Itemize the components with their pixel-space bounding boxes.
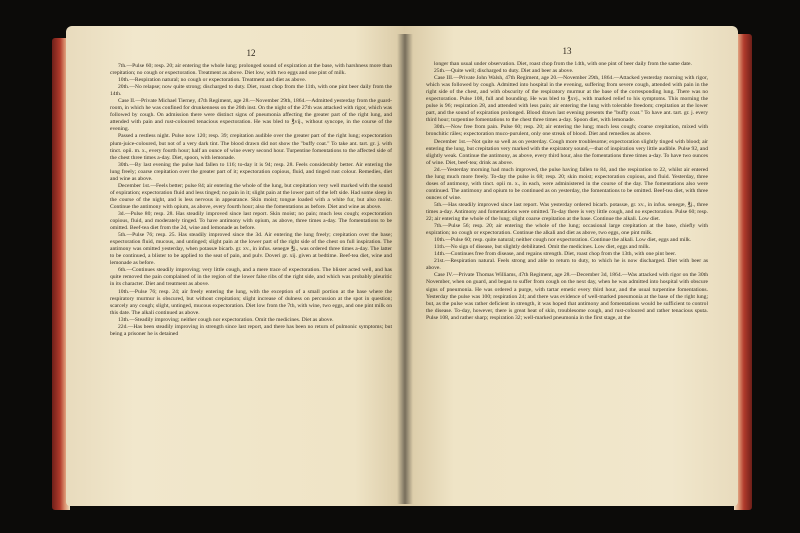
paragraph: 5th.—Has steadily improved since last report. Was yesterday ordered bicarb. potassæ, gr. xv., in infus. senegæ, ℥j., three times a-day. Antimony and fomentations were omitted. To-day there is very little cough, and no expectoration. Pulse 60; resp. 22; air entering the whole of the lung; slight coarse crepitation at the base. Continue the alkali. Low diet. — [426, 201, 708, 223]
paragraph: 5th.—Pulse 76; resp. 25. Has steadily improved since the 3d. Air entering the lung freely; crepitation over the base; expectoration fluid, mucous, and untinged; slight pain at the lower part of the right side of the chest on full inspiration. The antimony was omitted yesterday, when potassæ bicarb. gr. xv., in infus. senegæ ℥j., was ordered three times a-day. The latter to be continued, a blister to be applied to the seat of pain, and pulv. Doveri gr. xij. given at bedtime. Beef-tea diet, wine and lemonade as before. — [110, 232, 392, 267]
paragraph: Case II.—Private Michael Tierney, 47th Regiment, age 28.—November 29th, 1864.—Admitted yesterday from the guard-room, in which he was confined for drunkenness on the 26th inst. On the night of the 27th was attacked with rigor, which was followed by cough. On admission there were distinct signs of pneumonia affecting the greater part of the right lung, and attended with pain and rust-coloured tenacious expectoration. He was bled to ℥vij., without syncope, in the course of the evening. — [110, 98, 392, 133]
paragraph: 20th.—No relapse; now quite strong; discharged to duty. Diet, roast chop from the 11th, with one pint beer daily from the 14th. — [110, 84, 392, 98]
paragraph: Passed a restless night. Pulse now 120; resp. 39; crepitation audible over the greater part of the right lung; expectoration plum-juice-coloured, but not of a very dark tint. The blood drawn did not show the "buffy coat." To take ant. tart. gr. j. with tinct. opii. m. x., every fourth hour; half an ounce of wine every second hour. Turpentine fomentations to the affected side of the chest three times a-day. Diet, spoon, with lemonade. — [110, 133, 392, 161]
paragraph: 7th.—Pulse 60; resp. 20; air entering the whole lung; prolonged sound of expiration at the base, with harshness more than crepitation; no cough or expectoration. Treatment as above. Diet low, with two eggs and one pint of milk. — [110, 63, 392, 77]
paragraph: 14th.—Continues free from disease, and regains strength. Diet, roast chop from the 13th, with one pint beer. — [434, 251, 677, 258]
paragraph: 25th.—Quite well; discharged to duty. Diet and beer as above. — [434, 68, 574, 75]
paragraph: 30th.—By last evening the pulse had fallen to 116; to-day it is 94; resp. 28. Feels considerably better. Air entering the lung freely; coarse crepitation over the greater part of it; expectoration copious, fluid, and tinged rust colour. Remedies, diet and wine as above. — [110, 161, 392, 182]
book-spine — [397, 34, 413, 504]
paragraph: 21st.—Respiration natural. Feels strong and able to return to duty, to which he is now discharged. Diet with beer as above. — [426, 258, 708, 272]
paragraph: Case IV.—Private Thomas Williams, 47th Regiment, age 28.—December 3d, 1864.—Was attacked with rigor on the 30th November, when on guard, and began to suffer from cough on the next day, when he was admitted into hospital with obscure signs of pneumonia. He was ordered a purge, with tartar emetic every third hour, and the usual turpentine fomentations. Yesterday the pulse was 100; respiration 24; and there was evidence of well-marked pneumonia at the base of the right lung; but, as the pulse was rather deficient in strength, it was hoped that antimony and fomentations would be sufficient to control the disease. To-day, however, there is great heat of skin, troublesome cough, and rust-coloured and rather tenacious sputa. Pulse 108, and rather sharp; respiration 32; well-marked pneumonia in the first stage, at the — [426, 272, 708, 321]
paragraph: December 1st.—Not quite so well as on yesterday. Cough more troublesome; expectoration slightly tinged with blood; air entering the lung, but crepitation very marked with the expiratory sound,—that of inspiration very little audible. Pulse 92, and slightly weak. Continue the antimony, as above, every third hour, also the fomentations three times a-day. To have two ounces of wine. Diet, beef-tea; drink as above. — [426, 138, 708, 166]
paragraph: 30th.—Now free from pain. Pulse 60; resp. 20; air entering the lung; much less cough; coarse crepitation, mixed with bronchitic râles; expectoration muco-purulent, only one streak of blood. Diet and remedies as above. — [426, 124, 708, 138]
paragraph: 10th.—Respiration natural; no cough or expectoration. Treatment and diet as above. — [118, 77, 307, 84]
open-book — [52, 20, 752, 518]
page-number: 13 — [562, 46, 572, 56]
paragraph: 6th.—Continues steadily improving; very little cough, and a mere trace of expectoration. The blister acted well, and has quite removed the pain complained of in the region of the lower false ribs of the right side, and which was probably pleuritic in its character. Diet and treatment as above. — [110, 267, 392, 288]
paragraph: 22d.—Has been steadily improving in strength since last report, and there has been no return of pulmonic symptoms; but being a prisoner he is detained — [110, 323, 392, 337]
paragraph: 11th.—No sign of disease, but slightly debilitated. Omit the medicines. Low diet, eggs and milk. — [434, 244, 651, 251]
paragraph: 2d.—Yesterday morning had much improved, the pulse having fallen to 84, and the respiration to 22, whilst air entered the lung much more freely. To-day the pulse is 68; resp. 20; skin moist; expectoration copious, and fluid. Yesterday, three doses of antimony, with tinct. opii m. x., in each, were administered in the course of the day. The fomentations also were continued. The antimony and opium to be continued as on yesterday, the fomentations to be omitted. Beef-tea diet, with three ounces of wine. — [426, 166, 708, 201]
paragraph: 10th.—Pulse 60; resp. quite natural; neither cough nor expectoration. Continue the alkali. Low diet, eggs and milk. — [434, 237, 692, 244]
paragraph: 10th.—Pulse 76; resp. 24; air freely entering the lung, with the exception of a small portion at the base where the respiratory murmur is obscured, but without crepitation; slight increase of dulness on percussion at the spot in question; scarcely any cough; slight, untinged, mucous expectoration. Diet low from the 7th, with wine, two eggs, and one pint milk on this date. The alkali continued as above. — [110, 288, 392, 316]
paragraph: Case III.—Private John Walsh, 47th Regiment, age 20.—November 29th, 1864.—Attacked yesterday morning with rigor, which was followed by cough. Admitted into hospital in the evening, suffering from severe cough, attended with pain in the right side of the chest, and with obscurity of the respiratory murmur at the base of the corresponding lung. There was no expectoration. Pulse 108, full and bounding. He was bled to ℥xvj., with marked relief to his symptoms. This morning the pulse is 96; respiration 28, and attended with less pain; air entering the lung with tolerable freedom; crepitation at the lower part, and the sound of expiration prolonged. Blood drawn last evening presents the "buffy coat." To have ant. tart. gr. j. every third hour; turpentine fomentations to the chest three times a-day. Spoon diet, with lemonade. — [426, 75, 708, 124]
page-text — [110, 63, 392, 338]
paragraph: 3d.—Pulse 80; resp. 28. Has steadily improved since last report. Skin moist; no pain; much less cough; expectoration copious, fluid, and moderately tinged. To have antimony with opium, as above, three times a-day. The fomentations to be omitted. Beef-tea diet from the 2d, wine and lemonade as before. — [110, 210, 392, 232]
page-number: 12 — [246, 48, 256, 58]
paragraph: 7th.—Pulse 56; resp. 20; air entering the whole of the lung; occasional large crepitation at the base, chiefly with expiration; no cough or expectoration. Continue the alkali and diet as above, two eggs, one pint milk. — [426, 223, 708, 237]
left-page — [66, 26, 406, 506]
paragraph: longer than usual under observation. Diet, roast chop from the 14th, with one pint of beer daily from the same date. — [434, 61, 692, 67]
paragraph: December 1st.—Feels better; pulse 84; air entering the whole of the lung, but crepitation very well marked with the sound of expiration; expectoration fluid and less tinged; no pain in it; slight pain at the lower part of the left side. Had some sleep in the course of the night, and is less nervous in appearance. Skin moist; tongue loaded with a white fur, but also moist. Continue the antimony with opium, as above, every fourth hour; also the fomentations as before. Diet and wine as above. — [110, 182, 392, 210]
page-text — [426, 61, 708, 322]
right-page — [404, 26, 738, 506]
paragraph: 13th.—Steadily improving; neither cough nor expectoration. Omit the medicines. Diet as above. — [118, 316, 334, 323]
